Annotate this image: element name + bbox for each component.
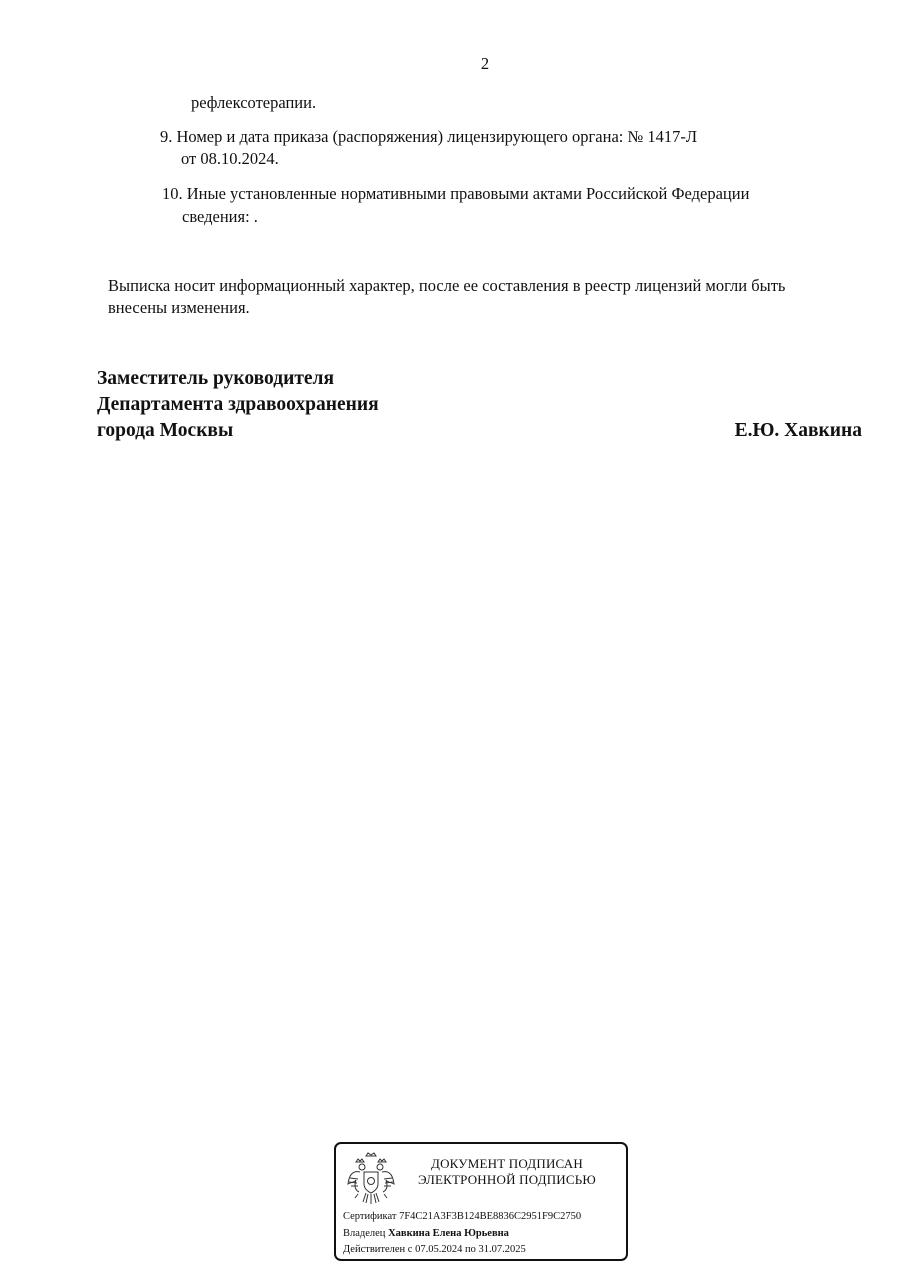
list-item-9-line2: от 08.10.2024. — [181, 149, 279, 168]
notice-line1: Выписка носит информационный характер, после ее составления в реестр лицензий могли быть — [108, 276, 786, 295]
owner-line — [343, 1227, 509, 1241]
coat-of-arms-icon — [346, 1150, 396, 1208]
signatory-title-line3: города Москвы — [97, 420, 234, 441]
e-signature-stamp — [334, 1142, 628, 1261]
e-signature-heading-line2: ЭЛЕКТРОННОЙ ПОДПИСЬЮ — [418, 1172, 596, 1187]
page-number: 2 — [480, 54, 490, 73]
e-signature-heading — [396, 1156, 618, 1188]
certificate-value: 7F4C21A3F3B124BE8836C2951F9C2750 — [399, 1211, 582, 1222]
owner-value: Хавкина Елена Юрьевна — [388, 1228, 509, 1239]
list-item-10-line2: сведения: . — [182, 207, 258, 226]
owner-label: Владелец — [343, 1228, 386, 1239]
continuation-text: рефлексотерапии. — [191, 93, 317, 112]
certificate-line — [343, 1210, 581, 1224]
signatory-title-line2: Департамента здравоохранения — [97, 394, 379, 415]
certificate-label: Сертификат — [343, 1211, 397, 1222]
signatory-title-line1: Заместитель руководителя — [97, 368, 335, 389]
list-item-10-line1: 10. Иные установленные нормативными правовыми актами Российской Федерации — [162, 184, 750, 203]
e-signature-heading-line1: ДОКУМЕНТ ПОДПИСАН — [431, 1156, 583, 1171]
signatory-name: Е.Ю. Хавкина — [734, 420, 862, 441]
list-item-9-line1: 9. Номер и дата приказа (распоряжения) лицензирующего органа: № 1417-Л — [160, 127, 698, 146]
validity-line: Действителен с 07.05.2024 по 31.07.2025 — [343, 1244, 526, 1255]
notice-line2: внесены изменения. — [108, 298, 250, 317]
